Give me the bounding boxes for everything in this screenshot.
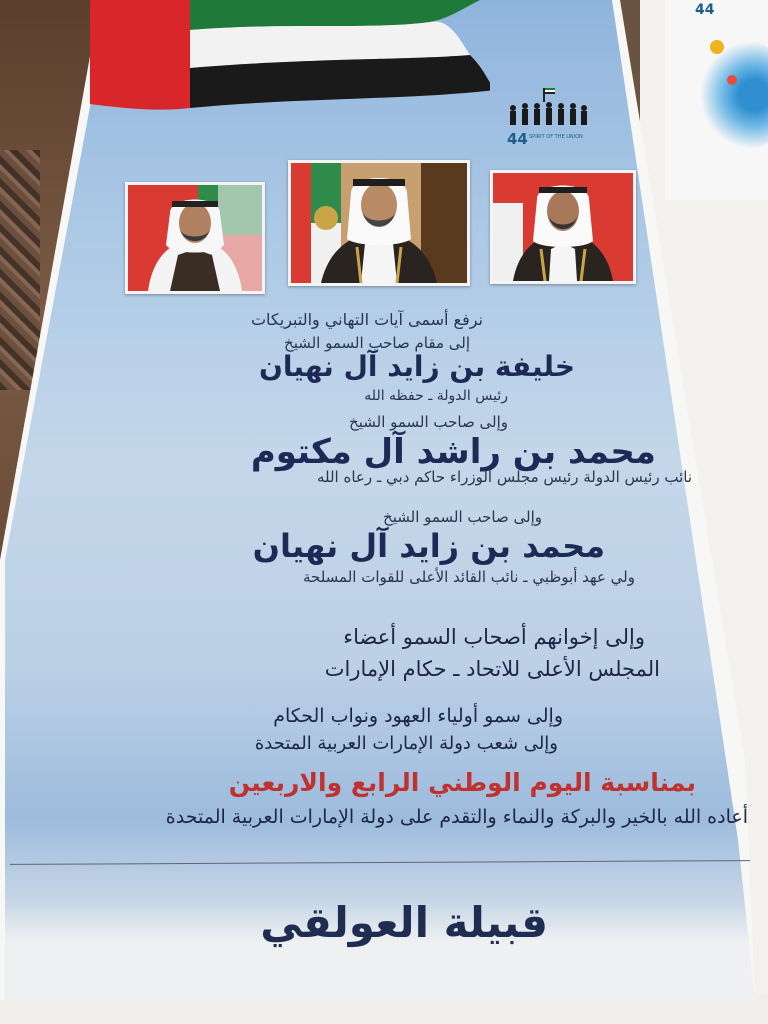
greeting-line-7: وإلى سمو أولياء العهود ونواب الحكام xyxy=(273,705,563,727)
yellow-dot-graphic xyxy=(710,40,724,54)
adjacent-page-number: 44 xyxy=(695,2,715,18)
name-khalifa: خليفة بن زايد آل نهيان xyxy=(258,350,575,383)
title-mohammed-bin-rashid: نائب رئيس الدولة رئيس مجلس الوزراء حاكم دبي ـ رعاه الله xyxy=(316,468,692,486)
spirit-of-union-logo xyxy=(505,88,590,150)
name-mohammed-bin-zayed: محمد بن زايد آل نهيان xyxy=(252,527,605,565)
title-mohammed-bin-zayed: ولي عهد أبوظبي ـ نائب القائد الأعلى للقوات المسلحة xyxy=(302,568,635,586)
name-mohammed-bin-rashid: محمد بن راشد آل مكتوم xyxy=(250,432,656,472)
portrait-center xyxy=(288,160,470,286)
wish-line: أعاده الله بالخير والبركة والنماء والتقدم على دولة الإمارات العربية المتحدة xyxy=(165,806,748,828)
greeting-line-8: وإلى شعب دولة الإمارات العربية المتحدة xyxy=(254,733,558,754)
logo-caption: SPIRIT OF THE UNION xyxy=(529,134,583,140)
greeting-line-1: نرفع أسمى آيات التهاني والتبريكات xyxy=(250,310,483,329)
title-khalifa: رئيس الدولة ـ حفظه الله xyxy=(364,388,508,404)
adjacent-page-corner xyxy=(665,0,768,200)
carpet-background xyxy=(0,150,40,390)
greeting-line-4: وإلى صاحب السمو الشيخ xyxy=(383,508,542,526)
occasion-line: بمناسبة اليوم الوطني الرابع والاربعين xyxy=(228,768,696,797)
greeting-line-6: المجلس الأعلى للاتحاد ـ حكام الإمارات xyxy=(324,657,660,681)
greeting-line-5: وإلى إخوانهم أصحاب السمو أعضاء xyxy=(343,625,645,649)
greeting-line-2: إلى مقام صاحب السمو الشيخ xyxy=(284,334,470,352)
portrait-left xyxy=(125,182,265,294)
red-dot-graphic xyxy=(727,75,737,85)
logo-number: 44 xyxy=(507,130,528,148)
portrait-right xyxy=(490,170,636,284)
uae-flag-image xyxy=(90,0,490,112)
signature-tribe: قبيلة العولقي xyxy=(260,898,548,947)
greeting-line-3: وإلى صاحب السمو الشيخ xyxy=(349,413,508,431)
blue-splash-graphic xyxy=(700,40,768,150)
